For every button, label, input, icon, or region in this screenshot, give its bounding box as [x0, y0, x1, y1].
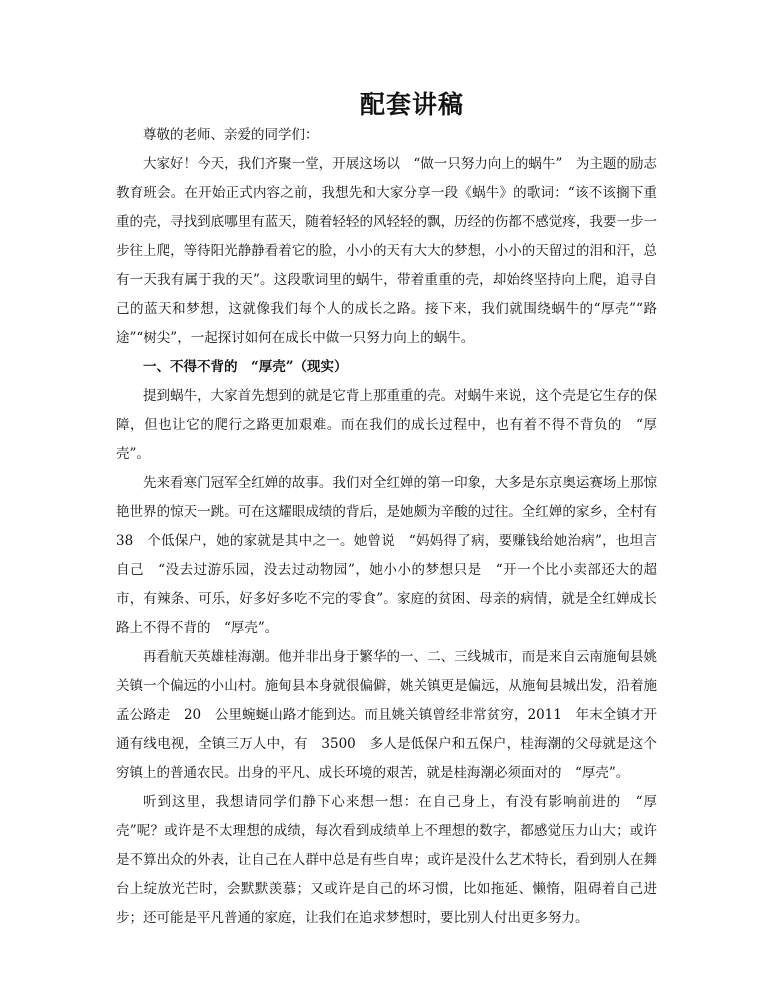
document-body [116, 121, 671, 933]
greeting-paragraph: 尊敬的老师、亲爱的同学们： [143, 127, 319, 143]
section-heading: 一、不得不背的 “厚壳”（现实） [143, 359, 348, 375]
body-paragraph: 再看航天英雄桂海潮。他并非出身于繁华的一、二、三线城市，而是来自云南施甸县姚关镇一个偏远的小山村。施甸县本身就很偏僻，姚关镇更是偏远，从施甸县城出发，沿着施孟公路走 20 公里蜿蜒山路才能到达。而且姚关镇曾经非常贫穷，2011 年末全镇才开通有线电视，全镇三万人中，有 3500 多人是低保户和五保户，桂海潮的父母就是这个穷镇上的普通农民。出身的平凡、成长环境的艰苦，就是桂海潮必须面对的 “厚壳”。 [116, 649, 657, 781]
page-title: 配套讲稿 [359, 90, 464, 119]
body-paragraph: 听到这里，我想请同学们静下心来想一想：在自己身上，有没有影响前进的 “厚壳”呢？或许是不太理想的成绩，每次看到成绩单上不理想的数字，都感觉压力山大；或许是不算出众的外表，让自己在人群中总是有些自卑；或许是没什么艺术特长，看到别人在舞台上绽放光芒时，会默默羡慕；又或许是自己的坏习惯，比如拖延、懒惰，阻碍着自己进步；还可能是平凡普通的家庭，让我们在追求梦想时，要比别人付出更多努力。 [116, 794, 657, 926]
body-paragraph: 提到蜗牛，大家首先想到的就是它背上那重重的壳。对蜗牛来说，这个壳是它生存的保障，但也让它的爬行之路更加艰难。而在我们的成长过程中，也有着不得不背负的 “厚壳”。 [116, 388, 657, 462]
intro-paragraph: 大家好！今天，我们齐聚一堂，开展这场以 “做一只努力向上的蜗牛” 为主题的励志教育班会。在开始正式内容之前，我想先和大家分享一段《蜗牛》的歌词：“该不该搁下重重的壳，寻找到底哪里有蓝天，随着轻轻的风轻轻的飘，历经的伤都不感觉疼，我要一步一步往上爬，等待阳光静静看着它的脸，小小的天有大大的梦想，小小的天留过的泪和汗，总有一天我有属于我的天”。这段歌词里的蜗牛，带着重重的壳，却始终坚持向上爬，追寻自己的蓝天和梦想，这就像我们每个人的成长之路。接下来，我们就围绕蜗牛的“厚壳”“路途”“树尖”，一起探讨如何在成长中做一只努力向上的蜗牛。 [116, 156, 657, 346]
body-paragraph: 先来看寒门冠军全红婵的故事。我们对全红婵的第一印象，大多是东京奥运赛场上那惊艳世界的惊天一跳。可在这耀眼成绩的背后，是她颇为辛酸的过往。全红婵的家乡，全村有 38 个低保户，她的家就是其中之一。她曾说 “妈妈得了病，要赚钱给她治病”，也坦言自己 “没去过游乐园，没去过动物园”，她小小的梦想只是 “开一个比小卖部还大的超市，有辣条、可乐，好多好多吃不完的零食”。家庭的贫困、母亲的病情，就是全红婵成长路上不得不背的 “厚壳”。 [116, 475, 671, 636]
